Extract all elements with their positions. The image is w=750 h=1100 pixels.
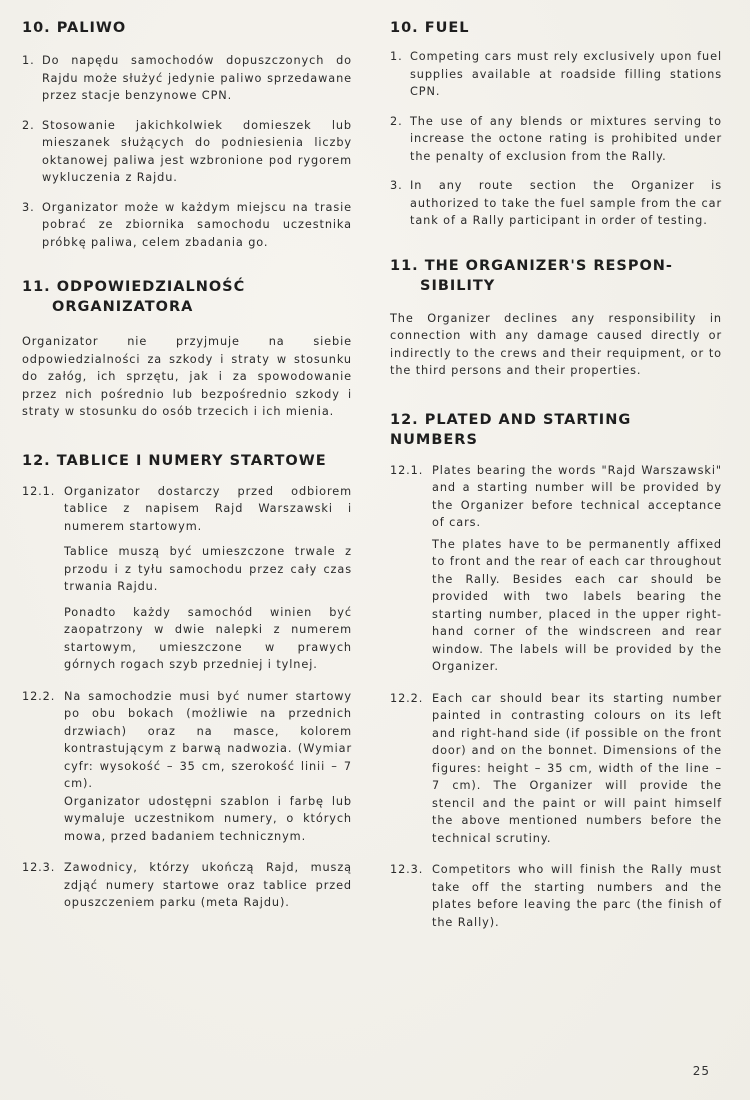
list-item: 12.3. Zawodnicy, którzy ukończą Rajd, muszą zdjąć numery startowe oraz tablice przed opuszczeniem parku (meta Rajdu). <box>22 861 352 909</box>
list-item: 12.2. Each car should bear its starting number painted in contrasting colours on its left and right-hand side (if possible on the front door) and on the bonnet. Dimensions of the figures: height – 35 cm, width of the line – 7 cm). The Organizer will provide the stencil and the paint or will paint himself the above mentioned numbers before the technical scrutiny. <box>390 691 722 845</box>
section-body-responsibility: The Organizer declines any responsibility in connection with any damage caused directly or indirectly to the crews and their requipment, or to the third persons and their properties. <box>390 311 722 377</box>
section-body-numbers <box>390 462 722 932</box>
list-item: 2. Stosowanie jakichkolwiek domieszek lub mieszanek służących do podniesienia liczby oktanowej paliwa jest wzbronione pod rygorem wykluczenia z Rajdu. <box>22 118 352 184</box>
section-heading-responsibility: 11. THE ORGANIZER'S RESPON- SIBILITY <box>390 257 673 294</box>
list-item: 1. Competing cars must rely exclusively upon fuel supplies available at roadside filling stations CPN. <box>390 50 722 98</box>
section-body-odpowiedzialnosc: Organizator nie przyjmuje na siebie odpowiedzialności za szkody i straty w stosunku do załóg, ich sprzętu, jak i za spowodowanie przez nich pośrednio lub bezpośrednio szkody i straty w stosunku do osób trzecich i ich mienia. <box>22 335 352 418</box>
polish-column <box>22 18 352 920</box>
list-item: 12.3. Competitors who will finish the Rally must take off the starting numbers and the plates before leaving the parc (the finish of the Rally). <box>390 863 722 929</box>
section-body-tablice <box>22 483 352 912</box>
section-heading-paliwo: 10. PALIWO <box>22 20 127 36</box>
section-heading-fuel: 10. FUEL <box>390 20 470 36</box>
list-item: 12.1. Organizator dostarczy przed odbiorem tablice z napisem Rajd Warszawski i numerem startowym. Tablice muszą być umieszczone trwale z przodu i z tyłu samochodu przez cały czas trwania Rajdu. Ponadto każdy samochód winien być zaopatrzony w dwie nalepki z numerem startowym, umieszczone w prawych górnych rogach szyb przedniej i tylnej. <box>22 484 352 671</box>
list-item: 1. Do napędu samochodów dopuszczonych do Rajdu może służyć jedynie paliwo sprzedawane przez stacje benzynowe CPN. <box>22 54 352 102</box>
section-heading-odpowiedzialnosc: 11. ODPOWIEDZIALNOŚĆ ORGANIZATORA <box>22 279 246 315</box>
list-item: 12.2. Na samochodzie musi być numer startowy po obu bokach (możliwie na przednich drzwiach) oraz na masce, kolorem kontrastującym z barwą nadwozia. (Wymiar cyfr: wysokość – 35 cm, szerokość linii – 7 cm). Organizator udostępni szablon i farbę lub wymaluje uczestnikom numery, o których mowa, przed badaniem technicznym. <box>22 689 352 843</box>
section-heading-numbers: 12. PLATED AND STARTING NUMBERS <box>390 411 632 448</box>
section-body-paliwo <box>22 52 352 251</box>
list-item: 2. The use of any blends or mixtures serving to increase the octone rating is prohibited under the penalty of exclusion from the Rally. <box>390 114 722 163</box>
page-number: 25 <box>692 1064 710 1078</box>
list-item: 12.1. Plates bearing the words "Rajd Warszawski" and a starting number will be provided by the Organizer before technical acceptance of cars. The plates have to be permanently affixed to front and the rear of each car throughout the Rally. Besides each car should be provided with two labels bearing the starting number, placed in the upper right-hand corner of the windscreen and rear window. The labels will be provided by the Organizer. <box>390 463 722 673</box>
list-item: 3. Organizator może w każdym miejscu na trasie pobrać ze zbiornika samochodu uczestnika próbkę paliwa, celem zbadania go. <box>22 200 352 249</box>
section-heading-tablice: 12. TABLICE I NUMERY STARTOWE <box>22 452 327 469</box>
english-column <box>390 18 722 939</box>
list-item: 3. In any route section the Organizer is authorized to take the fuel sample from the car tank of a Rally participant in order of testing. <box>390 179 722 227</box>
section-body-fuel <box>390 48 722 230</box>
